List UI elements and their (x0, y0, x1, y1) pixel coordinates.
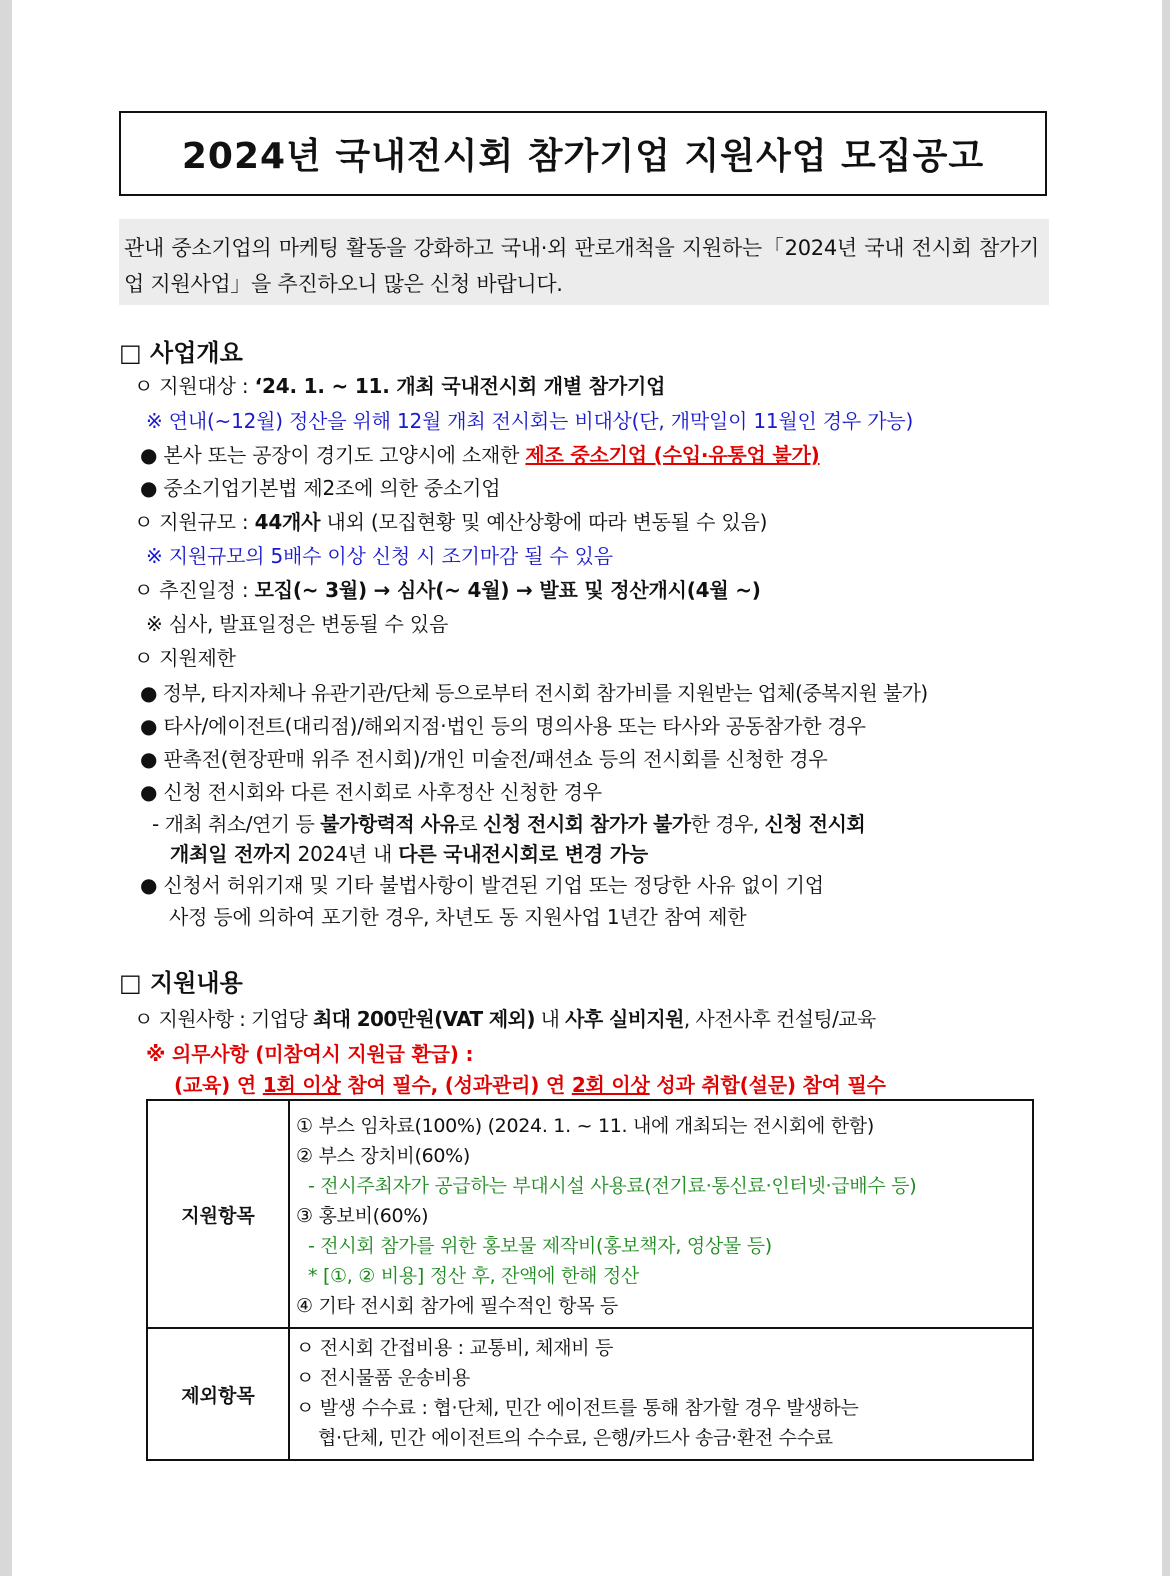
document-page (12, 0, 1162, 1576)
target-label: ㅇ 지원대상 : (134, 374, 249, 398)
limit-item: ● 판촉전(현장판매 위주 전시회)/개인 미술전/패션쇼 등의 전시회를 신청한 경우 (140, 747, 828, 771)
support-type: 사후 실비지원 (565, 1007, 684, 1031)
row-head-excluded: 제외항목 (147, 1328, 289, 1460)
duty-text: 참여 필수, (성과관리) 연 (340, 1073, 572, 1097)
exception-text: 한 경우, (690, 812, 765, 836)
scale-note: ※ 지원규모의 5배수 이상 신청 시 조기마감 될 수 있음 (146, 544, 613, 568)
target-value: ‘24. 1. ~ 11. 개최 국내전시회 개별 참가기업 (254, 374, 666, 398)
exception-bold: 신청 전시회 (764, 812, 866, 836)
false-report-line-1: ● 신청서 허위기재 및 기타 불법사항이 발견된 기업 또는 정당한 사유 없이 기업 (140, 873, 824, 897)
support-text: , 사전사후 컨설팅/교육 (683, 1007, 876, 1031)
duty-heading: ※ 의무사항 (미참여시 지원급 환급) : (146, 1042, 474, 1066)
exception-bold: 신청 전시회 참가가 불가 (483, 812, 691, 836)
table-line: ① 부스 임차료(100%) (2024. 1. ~ 11. 내에 개최되는 전시회에 한함) (296, 1115, 874, 1137)
schedule-note: ※ 심사, 발표일정은 변동될 수 있음 (146, 612, 449, 636)
requirement-sme: ● 중소기업기본법 제2조에 의한 중소기업 (140, 476, 501, 500)
limit-item: ● 타사/에이전트(대리점)/해외지점·법인 등의 명의사용 또는 타사와 공동참가한 경우 (140, 714, 866, 738)
support-row (134, 1003, 876, 1032)
scale-rest: 내외 (모집현황 및 예산상황에 따라 변동될 수 있음) (326, 510, 768, 534)
support-label: ㅇ 지원사항 : 기업당 (134, 1007, 308, 1031)
section-heading-content: □ 지원내용 (119, 969, 243, 997)
table-line: * [①, ② 비용] 정산 후, 잔액에 한해 정산 (308, 1265, 639, 1287)
row-head-support: 지원항목 (147, 1100, 289, 1328)
schedule-value: 모집(~ 3월) → 심사(~ 4월) → 발표 및 정산개시(4월 ~) (254, 578, 761, 602)
target-note: ※ 연내(~12월) 정산을 위해 12월 개최 전시회는 비대상(단, 개막일이 11월인 경우 가능) (146, 409, 914, 433)
intro-paragraph: 관내 중소기업의 마케팅 활동을 강화하고 국내·외 판로개척을 지원하는「2024년 국내 전시회 참가기업 지원사업」을 추진하오니 많은 신청 바랍니다. (119, 219, 1049, 305)
table-line: - 전시주최자가 공급하는 부대시설 사용료(전기료·통신료·인터넷·급배수 등) (308, 1175, 917, 1197)
table-row (147, 1328, 1033, 1460)
exception-line-1 (152, 808, 865, 837)
section-heading-overview: □ 사업개요 (119, 339, 243, 367)
target-row (134, 370, 665, 399)
exception-bold: 개최일 전까지 (170, 842, 292, 866)
requirement-manufacturing (140, 439, 820, 468)
exception-bold: 다른 국내전시회로 변경 가능 (398, 842, 649, 866)
duty-text: (교육) 연 (174, 1073, 263, 1097)
false-report-line-2: 사정 등에 의하여 포기한 경우, 차년도 동 지원사업 1년간 참여 제한 (169, 905, 747, 929)
table-row (147, 1100, 1033, 1328)
page-title: 2024년 국내전시회 참가기업 지원사업 모집공고 (181, 136, 985, 177)
schedule-row (134, 574, 761, 603)
duty-text: 성과 취합(설문) 참여 필수 (649, 1073, 886, 1097)
requirement-highlight: 제조 중소기업 (수입·유통업 불가) (525, 443, 820, 467)
limit-item: ● 신청 전시회와 다른 전시회로 사후정산 신청한 경우 (140, 780, 602, 804)
scale-count: 44개사 (254, 510, 321, 534)
duty-underlined: 1회 이상 (262, 1073, 341, 1097)
exception-line-2 (170, 838, 648, 867)
row-body-support (289, 1100, 1033, 1328)
table-line: ④ 기타 전시회 참가에 필수적인 항목 등 (296, 1295, 618, 1317)
requirement-text: ● 본사 또는 공장이 경기도 고양시에 소재한 (140, 443, 520, 467)
exception-text: - 개최 취소/연기 등 (152, 812, 321, 836)
scale-row (134, 506, 767, 535)
exception-text: 2024년 내 (291, 842, 399, 866)
limit-label: ㅇ 지원제한 (134, 646, 236, 670)
exception-text: 로 (458, 812, 484, 836)
table-line: ② 부스 장치비(60%) (296, 1145, 471, 1167)
scale-label: ㅇ 지원규모 : (134, 510, 249, 534)
table-line: ③ 홍보비(60%) (296, 1205, 429, 1227)
table-line: 협·단체, 민간 에이전트의 수수료, 은행/카드사 송금·환전 수수료 (318, 1427, 833, 1449)
table-line: ㅇ 발생 수수료 : 협·단체, 민간 에이전트를 통해 참가할 경우 발생하는 (296, 1397, 859, 1419)
limit-item: ● 정부, 타지자체나 유관기관/단체 등으로부터 전시회 참가비를 지원받는 업체(중복지원 불가) (140, 681, 928, 705)
duty-underlined: 2회 이상 (571, 1073, 650, 1097)
title-box (119, 111, 1047, 196)
row-body-excluded (289, 1328, 1033, 1460)
table-line: ㅇ 전시회 간접비용 : 교통비, 체재비 등 (296, 1337, 614, 1359)
support-max: 최대 200만원(VAT 제외) (312, 1007, 535, 1031)
duty-detail (174, 1069, 886, 1098)
table-line: - 전시회 참가를 위한 홍보물 제작비(홍보책자, 영상물 등) (308, 1235, 772, 1257)
support-items-table (146, 1099, 1034, 1461)
table-line: ㅇ 전시물품 운송비용 (296, 1367, 470, 1389)
schedule-label: ㅇ 추진일정 : (134, 578, 249, 602)
exception-bold: 불가항력적 사유 (320, 812, 459, 836)
support-text: 내 (540, 1007, 560, 1031)
